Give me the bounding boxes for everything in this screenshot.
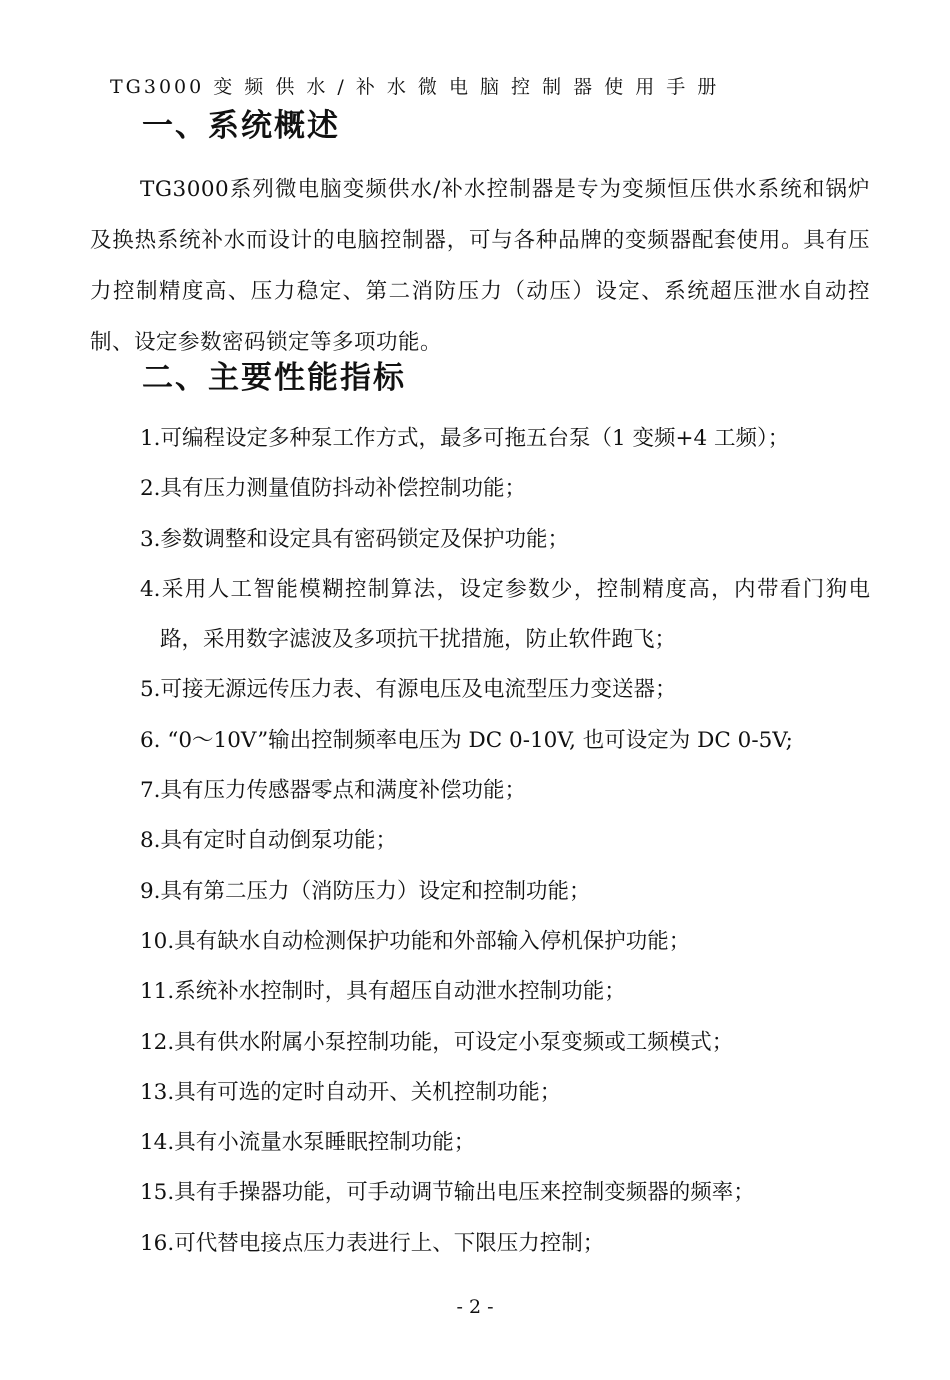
list-item: 13.具有可选的定时自动开、关机控制功能； [140,1079,562,1105]
list-item: 16.可代替电接点压力表进行上、下限压力控制； [140,1230,605,1256]
overview-paragraph: TG3000系列微电脑变频供水/补水控制器是专为变频恒压供水系统和锅炉及换热系统补水而设计的电脑控制器，可与各种品牌的变频器配套使用。具有压力控制精度高、压力稳定、第二消防压力（动压）设定、系统超压泄水自动控制、设定参数密码锁定等多项功能。 [90,177,870,355]
list-item: 1.可编程设定多种泵工作方式，最多可拖五台泵（1 变频+4 工频）； [140,426,790,451]
list-item: 10.具有缺水自动检测保护功能和外部输入停机保护功能； [140,928,691,954]
list-item: 8.具有定时自动倒泵功能； [140,828,398,854]
list-item: 9.具有第二压力（消防压力）设定和控制功能； [140,878,591,904]
list-item: 15.具有手操器功能，可手动调节输出电压来控制变频器的频率； [140,1180,755,1206]
page-number: - 2 - [456,1296,494,1318]
feature-list [140,414,870,1269]
section-heading-specs: 二、主要性能指标 [142,360,406,396]
list-item: 14.具有小流量水泵睡眠控制功能； [140,1130,476,1156]
list-item: 4.采用人工智能模糊控制算法，设定参数少，控制精度高，内带看门狗电路，采用数字滤波及多项抗干扰措施，防止软件跑飞； [140,576,870,653]
running-header: TG3000 变 频 供 水 / 补 水 微 电 脑 控 制 器 使 用 手 册 [110,76,720,98]
list-item: 7.具有压力传感器零点和满度补偿功能； [140,778,527,804]
list-item: 3.参数调整和设定具有密码锁定及保护功能； [140,526,570,552]
list-item: 6. “0～10V”输出控制频率电压为 DC 0-10V, 也可设定为 DC 0-5V; [140,727,793,753]
section-heading-overview: 一、系统概述 [142,108,340,144]
list-item: 2.具有压力测量值防抖动补偿控制功能； [140,476,527,502]
list-item: 12.具有供水附属小泵控制功能，可设定小泵变频或工频模式； [140,1029,734,1055]
list-item: 11.系统补水控制时，具有超压自动泄水控制功能； [140,979,626,1005]
list-item: 5.可接无源远传压力表、有源电压及电流型压力变送器； [140,677,677,703]
